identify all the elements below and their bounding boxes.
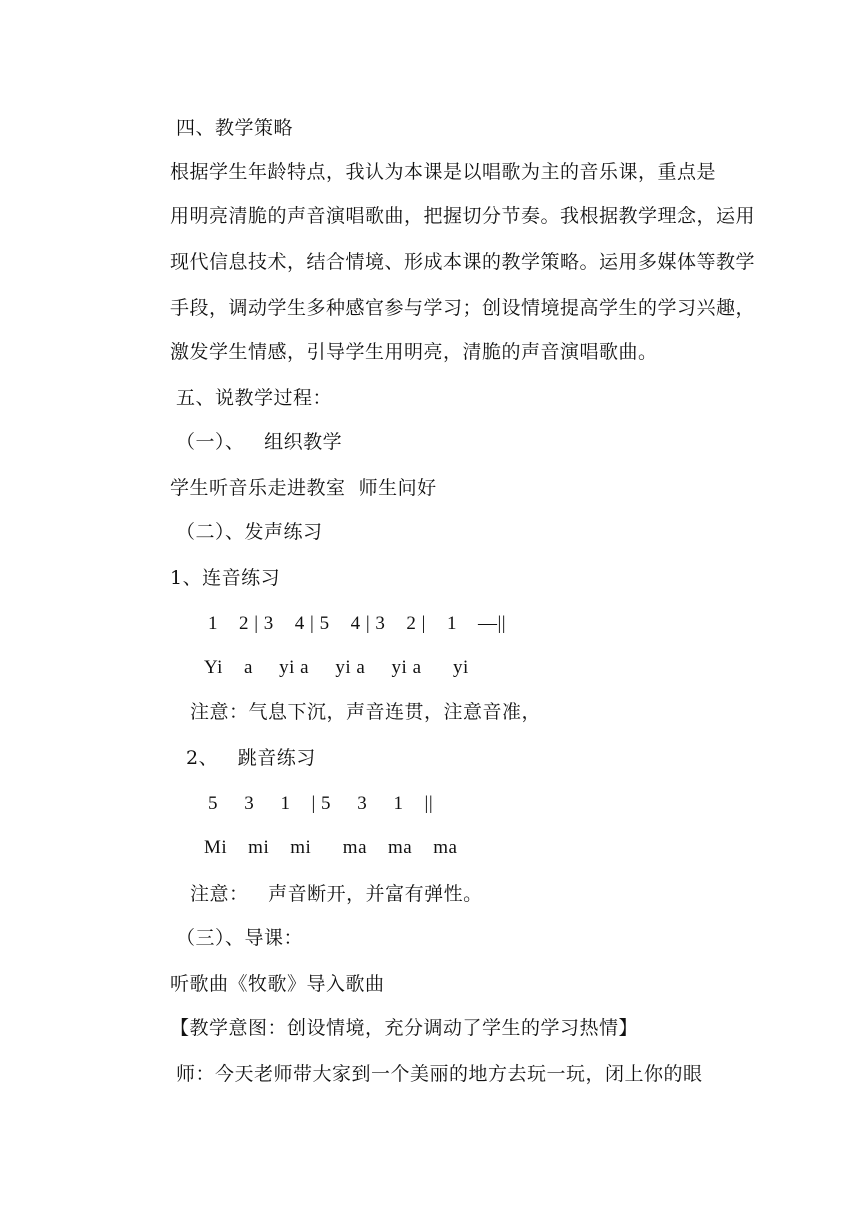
paragraph-line-3: 现代信息技术，结合情境、形成本课的教学策略。运用多媒体等教学 <box>170 251 756 273</box>
item-legato-practice: 1、连音练习 <box>170 567 281 589</box>
notation-staccato: 5 3 1 | 5 3 1 || <box>208 793 434 814</box>
paragraph-line-2: 用明亮清脆的声音演唱歌曲，把握切分节奏。我根据教学理念，运用 <box>170 205 756 227</box>
lyrics-legato: Yi a yi a yi a yi a yi <box>204 657 469 678</box>
teacher-speech: 师：今天老师带大家到一个美丽的地方去玩一玩，闭上你的眼 <box>176 1063 703 1085</box>
heading-teaching-process: 五、说教学过程： <box>176 387 333 409</box>
note-staccato: 注意： 声音断开，并富有弹性。 <box>190 883 483 905</box>
text-listen-song: 听歌曲《牧歌》导入歌曲 <box>170 973 385 995</box>
section-introduction: （三）、导课： <box>176 927 304 949</box>
text-students-enter: 学生听音乐走进教室 师生问好 <box>170 477 437 499</box>
note-legato: 注意：气息下沉，声音连贯，注意音准， <box>190 701 542 723</box>
section-organize-teaching: （一）、 组织教学 <box>176 431 343 453</box>
paragraph-line-5: 激发学生情感，引导学生用明亮，清脆的声音演唱歌曲。 <box>170 341 658 363</box>
item-staccato-practice: 2、 跳音练习 <box>186 747 316 769</box>
notation-legato: 1 2 | 3 4 | 5 4 | 3 2 | 1 —|| <box>208 613 507 634</box>
section-vocal-practice: （二）、发声练习 <box>176 521 323 543</box>
paragraph-line-1: 根据学生年龄特点，我认为本课是以唱歌为主的音乐课，重点是 <box>170 161 717 183</box>
paragraph-line-4: 手段，调动学生多种感官参与学习；创设情境提高学生的学习兴趣， <box>170 297 756 319</box>
teaching-intent: 【教学意图：创设情境，充分调动了学生的学习热情】 <box>170 1017 639 1039</box>
lyrics-staccato: Mi mi mi ma ma ma <box>204 837 458 858</box>
heading-teaching-strategy: 四、教学策略 <box>176 117 294 139</box>
